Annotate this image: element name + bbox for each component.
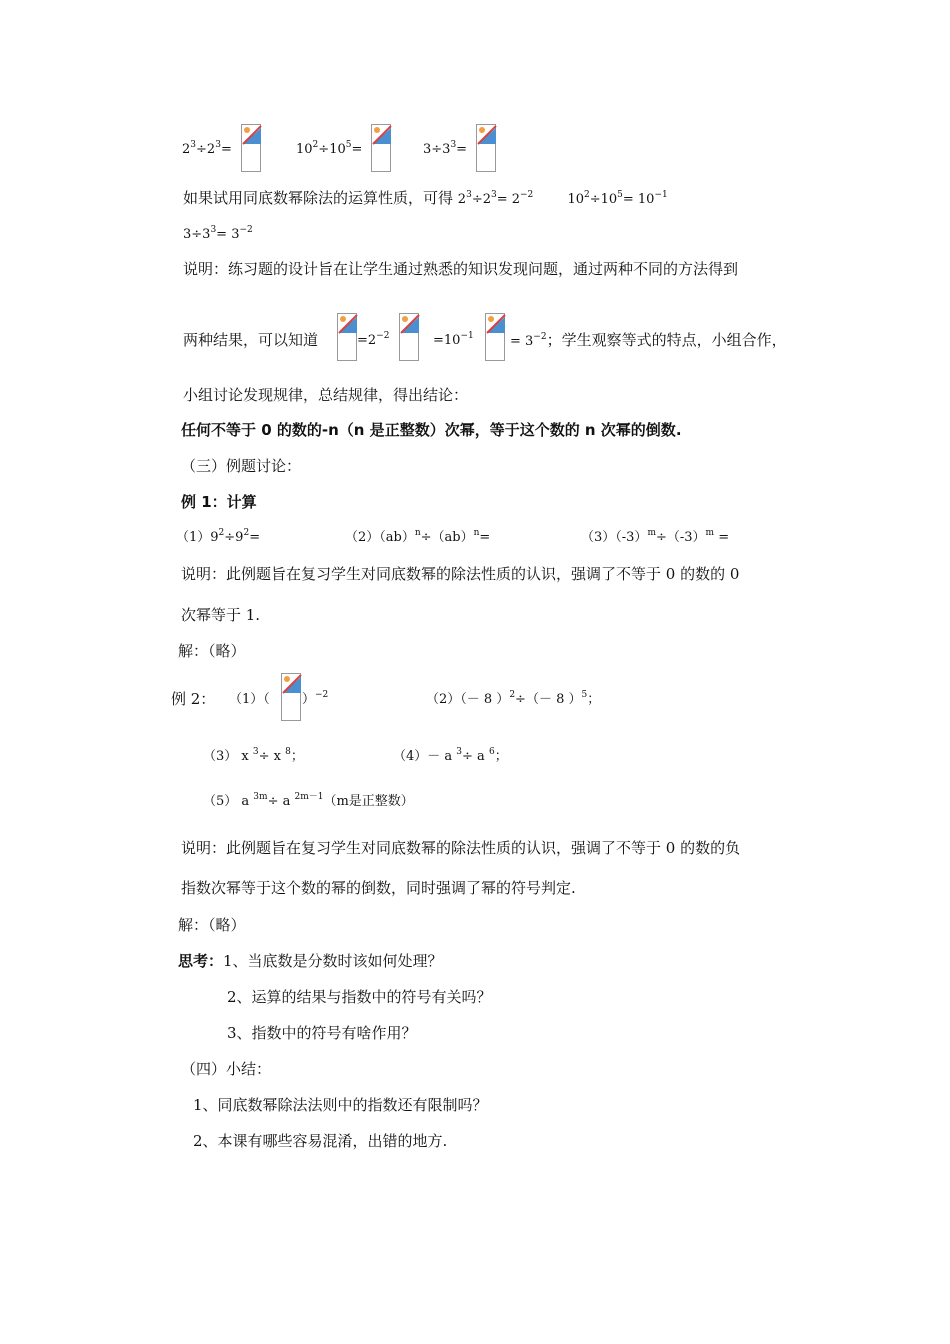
- fraction-image-placeholder: [241, 124, 261, 172]
- example-2-q5: （5） a $^{3m}$÷ a $^{2m-1}$（m是正整数）: [203, 792, 414, 809]
- note-1-line-3: 小组讨论发现规律，总结规律，得出结论：: [183, 386, 469, 404]
- example-2-q1-close: ）$^{-2}$: [302, 690, 329, 707]
- exercise-3: $3\div 3^3=$: [423, 140, 468, 157]
- example-1-problem-3: $(3)(-3)^m\div(-3)^m$ =: [581, 528, 730, 545]
- example-1-problem-2: （2）（ab）$^n$÷（ab）$^n$=: [345, 528, 491, 545]
- note-3-line-2: 指数次幂等于这个数的幂的倒数，同时强调了幂的符号判定.: [181, 879, 576, 897]
- note-1-line-2-end: = $3^{-2}$；学生观察等式的特点，小组合作，: [510, 331, 787, 349]
- fraction-image-placeholder: [476, 124, 496, 172]
- fraction-image-placeholder: [485, 313, 505, 361]
- fraction-image-placeholder: [337, 313, 357, 361]
- example-2-q2: （2）（－ 8 ）$^2$÷（－ 8 ）$^5$；: [426, 690, 601, 707]
- example-2-q3: （3） x $^3$÷ x $^8$；: [203, 747, 304, 764]
- section-3-heading: （三）例题讨论：: [181, 457, 302, 475]
- think-q2: 2、运算的结果与指数中的符号有关吗？: [227, 988, 492, 1006]
- think-q3: 3、指数中的符号有啥作用？: [227, 1024, 417, 1042]
- fraction-image-placeholder: [371, 124, 391, 172]
- example-2-q1: （1）（: [229, 692, 270, 707]
- conclusion: 任何不等于 0 的数的-n（n 是正整数）次幂，等于这个数的 n 次幂的倒数.: [181, 421, 682, 439]
- value-2: $=10^{-1}$: [433, 331, 474, 348]
- summary-2: 2、本课有哪些容易混淆，出错的地方.: [193, 1132, 448, 1150]
- rule-line: 如果试用同底数幂除法的运算性质，可得 $2^3\div 2^3= 2^{-2}$ $10^2\div 10^5= 10^{-1}$: [183, 189, 668, 207]
- note-2-line-2: 次幂等于 1.: [181, 606, 261, 624]
- think-q1: 思考：1、当底数是分数时该如何处理？: [178, 952, 443, 970]
- example-1-problem-1: $(1)9^2\div 9^2=$: [176, 528, 261, 545]
- section-4-heading: （四）小结：: [181, 1060, 272, 1078]
- fraction-image-placeholder: [281, 673, 301, 721]
- value-1: $=2^{-2}$: [357, 331, 390, 348]
- solution-1: 解：（略）: [178, 642, 246, 660]
- note-3-line-1: 说明：此例题旨在复习学生对同底数幂的除法性质的认识，强调了不等于 0 的数的负: [181, 839, 741, 857]
- note-2-line-1: 说明：此例题旨在复习学生对同底数幂的除法性质的认识，强调了不等于 0 的数的 0: [181, 565, 740, 583]
- example-2-q4: （4）－ a $^3$÷ a $^6$；: [393, 747, 508, 764]
- exercise-2: $10^2\div 10^5=$: [296, 140, 363, 157]
- note-1-line-1: 说明：练习题的设计旨在让学生通过熟悉的知识发现问题，通过两种不同的方法得到: [183, 260, 739, 278]
- fraction-image-placeholder: [399, 313, 419, 361]
- think-label: 思考：: [178, 952, 224, 970]
- summary-1: 1、同底数幂除法法则中的指数还有限制吗？: [193, 1096, 488, 1114]
- exercise-1: $2^3\div 2^3=$: [182, 140, 232, 157]
- example-2-label: 例 2：: [171, 690, 216, 708]
- example-1-title: 例 1：计算: [181, 493, 257, 511]
- solution-2: 解：（略）: [178, 916, 246, 934]
- rule-line-2: $3\div 3^3= 3^{-2}$: [183, 225, 253, 242]
- note-1-line-2: 两种结果，可以知道: [183, 331, 319, 349]
